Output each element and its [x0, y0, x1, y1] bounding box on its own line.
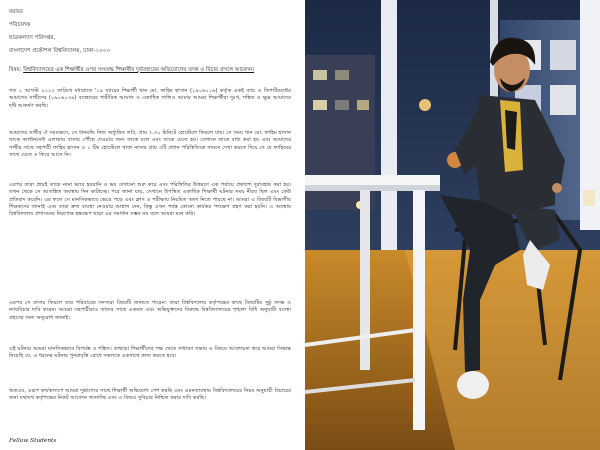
- letter-paragraph: এরপর তারা প্রায়ই তাকে নানা ভাবে হয়রানি ও ভয় দেখানো শুরু করে এবং পরিস্থিতির উত্তরণে এক পর্যায়ে প্রকাশ্যে দুর্ব্যবহার করা হয়। তখন থেকে সে আতঙ্কিত অবস্থায় দিন কাটাচ্ছে। পরে জানা যায়, সেখানে উপস্থিত একাধিক শিক্ষার্থী ঘটনার সময় নীরব ছিল এবং কেউ প্রতিবাদ করেনি। এর ফলে সে মানসিকভাবে ভেঙে পড়ে এবং ক্লাস ও পরীক্ষায় নিয়মিত অংশ নিতে পারছে না। আমরা এ বিষয়টি বিভাগীয় শিক্ষকদের জানাই এবং তারা দ্রুত ব্যবস্থা নেওয়ার আশ্বাস দেন, কিন্তু এখন পর্যন্ত কোনো কার্যকর পদক্ষেপ গ্রহণ করা হয়নি। এ অবস্থায় বিশ্ববিদ্যালয় প্রশাসনের নিরপেক্ষ হস্তক্ষেপ ছাড়া এর সমাধান সম্ভব নয় বলে আমরা মনে করি।: [9, 182, 291, 218]
- subject-label: বিষয়:: [9, 67, 22, 73]
- letter-signature: Fellow Students: [9, 438, 57, 444]
- letter-paragraph: গত ১ আগস্ট ২০২২ তারিখে মধ্যরাতে '১৯ ব্যাচের শিক্ষার্থী খান মো. ফাহিম হাসান (১৯০৬১১৬) কর্তৃক একই ব্যাচ ও ডিপার্টমেন্টের আমাদের সাথীদের (১৯০৬০৩৯) ব্যবহারের শারীরিক আঘাত ও একাধিক গালিও আমার আমরা শিক্ষার্থীরা দুঃখ, শঙ্কিত ও ক্ষুব্ধ আমাদের দৃষ্টি আকর্ষণ করছি।: [9, 88, 291, 109]
- address-line: ছাত্রকল্যাণ পরিদপ্তর,: [9, 35, 56, 41]
- subject-text: বিশ্ববিদ্যালয়ের এক শিক্ষার্থীর ওপর সংঘবদ্ধ শিক্ষার্থীর দুর্ব্যবহারের অভিযোগের তদন্ত ও বিচার প্রসঙ্গে আবেদন।: [23, 67, 255, 73]
- letter-paragraph: অতএব, এরূপ কার্যকলাপে আমরা দুর্ভাগ্যের সাথে শিক্ষার্থী অভিযোগ পেশ করছি এবং এমনতাবস্থায় বিশ্ববিদ্যালয়ের নিয়ম অনুযায়ী বিচারের জন্য যথাযথ কর্তৃপক্ষের নিকট আবেদন জানাচ্ছি এবং এ বিষয়ে সুবিচার নিশ্চিত করার দাবি করছি।: [9, 388, 291, 402]
- address-line: বাংলাদেশ প্রকৌশল বিশ্ববিদ্যালয়, ঢাকা-১০০০: [9, 48, 111, 54]
- address-line: বরাবর: [9, 9, 24, 15]
- address-line: পরিচালক: [9, 22, 31, 28]
- letter-address: [9, 6, 110, 58]
- table-top: [305, 175, 440, 185]
- table-leg: [413, 190, 425, 430]
- photo-illustration: [305, 0, 600, 450]
- letter-paragraph: এরপর সে বাসায় ফিরলে তার পরিবারের সদস্যরা বিষয়টি জানতে পারেন। তারা বিশ্ববিদ্যালয় কর্তৃপক্ষের কাছে বিষয়টির সুষ্ঠু তদন্ত ও ন্যায়বিচার দাবি করেন। আমরা সহপাঠীরাও তাদের সাথে একমত এবং অভিযুক্তদের বিরুদ্ধে বিশ্ববিদ্যালয়ের শৃঙ্খলা বিধি অনুযায়ী ব্যবস্থা গ্রহণের জন্য অনুরোধ জানাই।: [9, 300, 291, 321]
- letter-paragraph: আমাদের সাথীর ঐ সময়ক্ষণে, সে ধানমন্ডি নিজ অধ্যুষিত লবি, প্রায় ৭.৩০ মিনিটে হোস্টেলে ফিরলে যায়। সে সময় খান মো. ফাহিম হাসান তাকে ক্যান্টনমেন্ট এলাকায় বাসায় পৌঁছে দেওয়ার জন্য তাকে বলে এবং তাকে যেতে হয়। সেখানে তাকে বাধ্য করা হয় এবং আমাদের সাথীর সাথে সহপাঠী ফাহিম হাসান ও ১ টিম হোস্টেলে থাকা নাসার প্রায় ৩টি প্রধান পরিস্থিতিকে সামনে দেখা করতে দিয়ে সে যে ফাহিমের সাথে যেতে ও ফিরে আসে নি।: [9, 130, 291, 158]
- letter-document: [0, 0, 298, 450]
- person-photo: [305, 0, 600, 450]
- letter-subject: [9, 67, 289, 74]
- letter-paragraph: এই ঘটনার আমরা মানসিকভাবে বিপর্যস্ত ও শঙ্কিত। তাছাড়া শিক্ষার্থীদের পক্ষ থেকে সাধারণ সভায় এ বিষয়ে আলোচনা করে আমরা সিদ্ধান্ত নিয়েছি যে, এ ধরনের ঘটনার পুনরাবৃত্তি রোধে সকলকে একসাথে কাজ করতে হবে।: [9, 346, 291, 360]
- shoe-left: [457, 371, 489, 399]
